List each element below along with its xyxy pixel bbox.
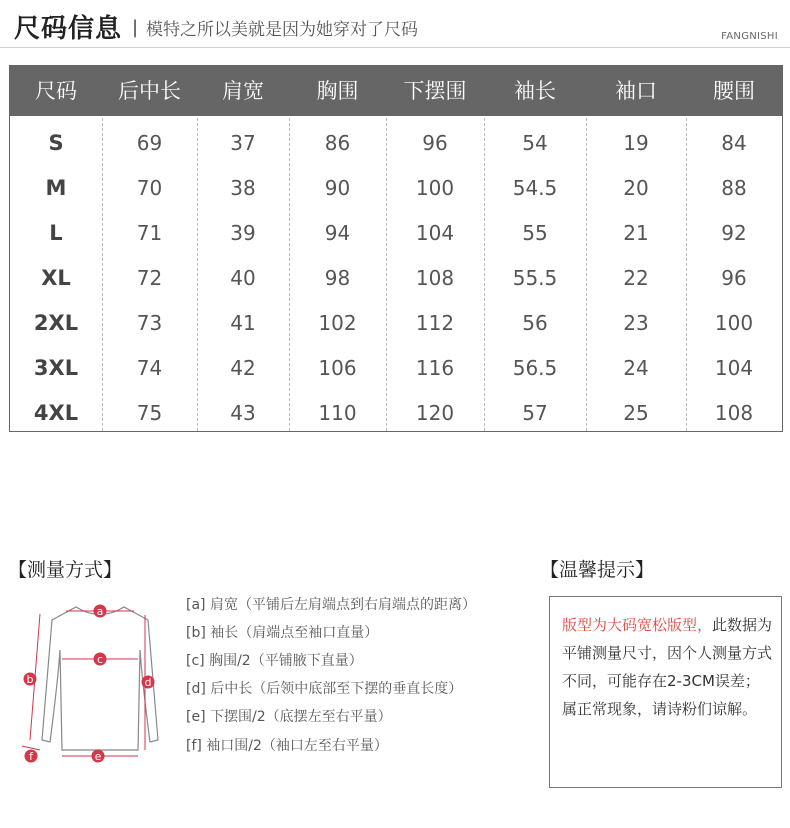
- table-cell: 96: [422, 131, 448, 155]
- marker-d-label: d: [144, 676, 152, 689]
- table-cell: 74: [136, 356, 163, 380]
- column-header: 尺码: [35, 79, 77, 103]
- tips-body: 此数据为平铺测量尺寸，因个人测量方式不同，可能存在2-3CM误差；属正常现象，请诗粉们谅解。: [562, 616, 773, 718]
- table-cell: 92: [721, 221, 747, 245]
- page-title: 尺码信息: [14, 14, 123, 44]
- size-table-header: [10, 66, 782, 116]
- table-cell: 37: [230, 131, 256, 155]
- table-cell: 20: [623, 176, 649, 200]
- size-cell: M: [45, 176, 67, 200]
- table-row: [10, 346, 782, 391]
- table-row: [10, 391, 782, 436]
- marker-c-label: c: [96, 653, 104, 666]
- size-cell: S: [48, 131, 64, 155]
- table-cell: 73: [136, 311, 163, 335]
- column-header: 袖长: [514, 79, 556, 103]
- marker-f-label: f: [29, 750, 33, 763]
- list-item: [d] 后中长（后领中底部至下摆的垂直长度）: [186, 681, 463, 697]
- shirt-outline-icon: [42, 607, 158, 750]
- table-row: [10, 211, 782, 256]
- column-header: 后中长: [118, 79, 181, 103]
- table-cell: 43: [230, 401, 256, 425]
- table-cell: 69: [136, 131, 163, 155]
- table-cell: 104: [714, 356, 754, 380]
- marker-e-label: e: [94, 750, 102, 763]
- column-header: 下摆围: [403, 79, 467, 103]
- marker-a-label: a: [96, 605, 104, 618]
- table-cell: 23: [623, 311, 649, 335]
- page-subtitle: 模特之所以美就是因为她穿对了尺码: [146, 20, 418, 40]
- size-cell: XL: [41, 266, 71, 290]
- table-cell: 21: [623, 221, 649, 245]
- size-cell: 3XL: [33, 356, 79, 380]
- title-separator: |: [132, 17, 139, 38]
- table-cell: 71: [136, 221, 163, 245]
- table-cell: 112: [415, 311, 455, 335]
- table-cell: 106: [318, 356, 357, 380]
- size-table: [9, 65, 783, 432]
- list-item: [a] 肩宽（平铺后左肩端点到右肩端点的距离）: [186, 597, 476, 613]
- table-cell: 86: [324, 131, 351, 155]
- table-cell: 116: [415, 356, 455, 380]
- table-cell: 108: [714, 401, 754, 425]
- tips-highlight: 版型为大码宽松版型，: [562, 616, 713, 634]
- table-row: [10, 301, 782, 346]
- page-header: [0, 0, 790, 48]
- table-cell: 110: [318, 401, 357, 425]
- table-cell: 40: [230, 266, 256, 290]
- table-cell: 75: [136, 401, 163, 425]
- tips-box: [549, 596, 782, 788]
- tips-section-title: 【温馨提示】: [540, 559, 655, 581]
- column-header: 袖口: [615, 79, 657, 103]
- table-cell: 38: [230, 176, 256, 200]
- table-cell: 96: [721, 266, 747, 290]
- table-cell: 54: [522, 131, 548, 155]
- list-item: [b] 袖长（肩端点至袖口直量）: [186, 625, 379, 641]
- table-row: [10, 166, 782, 211]
- table-cell: 70: [136, 176, 163, 200]
- table-cell: 94: [324, 221, 351, 245]
- size-cell: 4XL: [33, 401, 79, 425]
- table-row: [10, 121, 782, 166]
- table-cell: 72: [136, 266, 163, 290]
- table-cell: 39: [230, 221, 256, 245]
- table-cell: 55.5: [512, 266, 558, 290]
- table-cell: 100: [415, 176, 455, 200]
- table-cell: 42: [230, 356, 256, 380]
- column-header: 肩宽: [222, 79, 264, 103]
- table-cell: 84: [721, 131, 747, 155]
- brand-label: FANGNISHI: [721, 31, 778, 42]
- size-cell: L: [49, 221, 63, 245]
- table-cell: 56: [522, 311, 548, 335]
- table-cell: 102: [318, 311, 357, 335]
- measure-section-title: 【测量方式】: [8, 559, 123, 581]
- table-cell: 41: [230, 311, 256, 335]
- table-cell: 108: [415, 266, 455, 290]
- marker-b-label: b: [26, 673, 34, 686]
- table-cell: 55: [522, 221, 548, 245]
- table-cell: 88: [721, 176, 747, 200]
- list-item: [f] 袖口围/2（袖口左至右平量）: [186, 738, 388, 754]
- list-item: [c] 胸围/2（平铺腋下直量）: [186, 653, 363, 669]
- table-cell: 57: [522, 401, 548, 425]
- column-header: 腰围: [713, 79, 755, 103]
- size-cell: 2XL: [33, 311, 79, 335]
- table-cell: 104: [415, 221, 455, 245]
- column-header: 胸围: [316, 79, 359, 103]
- table-cell: 54.5: [512, 176, 558, 200]
- table-cell: 22: [623, 266, 649, 290]
- table-cell: 100: [714, 311, 754, 335]
- table-cell: 90: [324, 176, 351, 200]
- table-cell: 120: [415, 401, 455, 425]
- tips-text: [562, 611, 774, 723]
- table-cell: 19: [623, 131, 649, 155]
- table-cell: 25: [623, 401, 649, 425]
- table-cell: 24: [623, 356, 649, 380]
- table-cell: 98: [324, 266, 351, 290]
- header-divider: [0, 47, 790, 48]
- list-item: [e] 下摆围/2（底摆左至右平量）: [186, 709, 392, 725]
- table-row: [10, 256, 782, 301]
- table-cell: 56.5: [512, 356, 558, 380]
- garment-measure-diagram: [0, 590, 175, 770]
